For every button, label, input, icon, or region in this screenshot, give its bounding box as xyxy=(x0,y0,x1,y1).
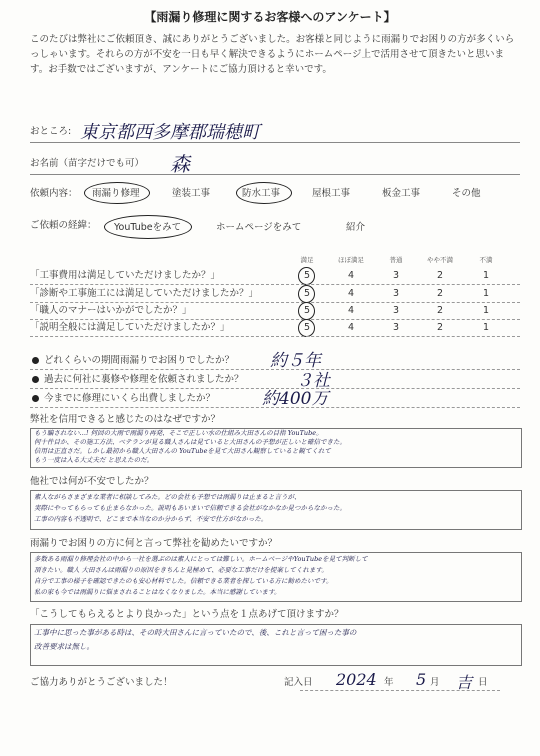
rating-selected-circle xyxy=(298,319,315,337)
rating-divider xyxy=(30,319,520,320)
bullet-icon xyxy=(32,395,39,402)
rating-header-5: 満足 xyxy=(300,256,314,264)
recommend-question: 雨漏りでお困りの方に何と言って弊社を勧めたいですか？ xyxy=(30,538,278,549)
rating-divider xyxy=(30,302,520,303)
history-question: 今までに修理にいくら出費しましたか？ xyxy=(44,393,216,404)
history-answer: 約５年 xyxy=(270,351,321,371)
route-option-referral: 紹介 xyxy=(346,222,366,233)
rating-question: 「説明全般には満足していただけましたか？」 xyxy=(30,322,230,333)
improve-question: 「こうしてもらえるとより良かった」という点を１点あげて頂けますか？ xyxy=(30,609,344,620)
date-month-unit: 月 xyxy=(430,677,440,688)
improve-line: 工事中に思った事がある時は、その時大田さんに言っていたので、後、これと言って困った事の xyxy=(34,628,357,637)
rating-value-1: 1 xyxy=(482,270,490,281)
rating-selected-circle xyxy=(298,267,315,285)
rating-value-2: 2 xyxy=(436,305,444,316)
trust-line: 信用は正直さだ。しかし最初から職人大田さんの YouTubeを見て大田さん観察していると観てくれて xyxy=(34,447,331,455)
improve-line: 改善要求は無し。 xyxy=(34,642,94,651)
rating-value-3: 3 xyxy=(392,270,400,281)
rating-value-5: 5 xyxy=(303,270,311,281)
worry-question: 他社では何が不安でしたか？ xyxy=(30,476,154,487)
date-rule xyxy=(300,690,500,691)
rating-header-1: 不満 xyxy=(479,256,493,264)
thanks-text: ご協力ありがとうございました！ xyxy=(30,677,173,688)
rating-question: 「診断や工事施工には満足していただけましたか？」 xyxy=(30,288,259,299)
trust-line: もう騙されない…! 何回の大雨で雨漏り再発、そこで正しい水の仕組み大田さんの目指 YouTube。 xyxy=(34,429,323,437)
request-option-sheetmetal: 板金工事 xyxy=(382,188,421,199)
rating-header-3: 普通 xyxy=(389,256,403,264)
request-selected-circle-2 xyxy=(236,182,292,204)
worry-line: 実際にやってもらっても止まらなかった。説明もあいまいで信頼できる会社がなかなか見つからなかった。 xyxy=(34,504,346,512)
date-label: 記入日 xyxy=(284,677,313,688)
date-day-unit: 日 xyxy=(478,677,488,688)
date-year: 2024 xyxy=(336,670,377,689)
rating-value-2: 2 xyxy=(436,270,444,281)
rating-value-2: 2 xyxy=(436,322,444,333)
rating-value-5: 5 xyxy=(303,322,311,333)
request-option-other: その他 xyxy=(452,188,481,199)
rating-header-2: やや不満 xyxy=(427,256,453,264)
bullet-icon xyxy=(32,376,39,383)
request-option-rain: 雨漏り修理 xyxy=(92,188,140,199)
history-answer: ３社 xyxy=(296,371,330,391)
route-label: ご依頼の経緯： xyxy=(30,220,97,231)
rating-value-4: 4 xyxy=(347,288,355,299)
date-day: 吉 xyxy=(456,673,473,692)
address-label: おところ: xyxy=(30,126,72,137)
rating-divider xyxy=(30,284,520,285)
name-label: お名前（苗字だけでも可） xyxy=(30,158,145,169)
history-answer: 約400万 xyxy=(262,389,329,409)
survey-title: 【雨漏り修理に関するお客様へのアンケート】 xyxy=(144,10,396,24)
request-option-roof: 屋根工事 xyxy=(312,188,351,199)
rating-question: 「工事費用は満足していただけましたか？」 xyxy=(30,270,221,281)
rating-value-4: 4 xyxy=(347,305,355,316)
address-value: 東京都西多摩郡瑞穂町 xyxy=(80,122,260,143)
request-label: 依頼内容： xyxy=(30,188,78,199)
rating-value-3: 3 xyxy=(392,288,400,299)
worry-line: 工事の内容も不透明で、どこまで本当なのか分からず、不安で仕方がなかった。 xyxy=(34,515,268,523)
history-divider xyxy=(30,369,520,370)
rating-value-2: 2 xyxy=(436,288,444,299)
rating-value-1: 1 xyxy=(482,288,490,299)
history-question: 過去に何社に裏修や修理を依頼されましたか？ xyxy=(44,374,244,385)
worry-line: 素人ながらさまざまな業者に相談してみた。どの会社も予想では雨漏りは止まると言うが、 xyxy=(34,493,301,501)
rating-value-3: 3 xyxy=(392,322,400,333)
route-selected-circle xyxy=(104,215,192,239)
history-divider xyxy=(30,407,520,408)
intro-text: このたびは弊社にご依頼頂き、誠にありがとうございました。お客様と同じように雨漏りでお困りの方が多くいらっしゃいます。それらの方が不安を一日も早く解決できるようにホームページ上で活用させて頂きたいと思います。お手数ではございますが、アンケートにご協力頂けると幸いです。 xyxy=(30,34,515,75)
rating-value-1: 1 xyxy=(482,322,490,333)
date-year-unit: 年 xyxy=(384,677,394,688)
request-option-paint: 塗装工事 xyxy=(172,188,211,199)
recommend-line: 頂きたい。職人 大田さんは雨漏りの原因をきちんと見極めて、必要な工事だけを提案してくれます。 xyxy=(34,566,328,574)
request-option-waterproof: 防水工事 xyxy=(242,188,281,199)
rating-selected-circle xyxy=(298,285,315,303)
recommend-line: 多数ある雨漏り修理会社の中から一社を選ぶのは素人にとっては難しい。ホームページやYouTubeを見て判断して xyxy=(34,555,368,563)
rating-divider xyxy=(30,336,520,337)
rating-question: 「職人のマナーはいかがでしたか？」 xyxy=(30,305,192,316)
history-question: どれくらいの期間雨漏りでお困りでしたか？ xyxy=(44,355,235,366)
rating-value-3: 3 xyxy=(392,305,400,316)
rating-value-5: 5 xyxy=(303,288,311,299)
recommend-line: 自分で工事の様子を確認できたのも安心材料でした。信頼できる業者を探している方に勧めたいです。 xyxy=(34,577,333,585)
rating-value-4: 4 xyxy=(347,270,355,281)
name-value: 森 xyxy=(170,152,190,176)
rating-selected-circle xyxy=(298,302,315,320)
bullet-icon xyxy=(32,357,39,364)
trust-line: 何十件目か、その施工方法、ベテランが見る職人さんは見ていると大田さんの予想が正しいと確信できた。 xyxy=(34,438,346,446)
rating-value-5: 5 xyxy=(303,305,311,316)
name-rule xyxy=(30,174,520,175)
address-rule xyxy=(30,142,520,143)
route-option-youtube: YouTubeをみて xyxy=(114,222,182,233)
rating-header-4: ほぼ満足 xyxy=(338,256,364,264)
trust-line: もう一度は入る大丈夫だ と思えたのだ。 xyxy=(34,456,154,464)
rating-value-4: 4 xyxy=(347,322,355,333)
recommend-line: 私の家も今では雨漏りに悩まされることはなくなりました。本当に感謝しています。 xyxy=(34,588,281,596)
route-option-homepage: ホームページをみて xyxy=(216,222,302,233)
date-month: 5 xyxy=(416,670,427,689)
request-selected-circle xyxy=(84,182,150,204)
trust-question: 弊社を信用できると感じたのはなぜですか？ xyxy=(30,414,221,425)
rating-value-1: 1 xyxy=(482,305,490,316)
